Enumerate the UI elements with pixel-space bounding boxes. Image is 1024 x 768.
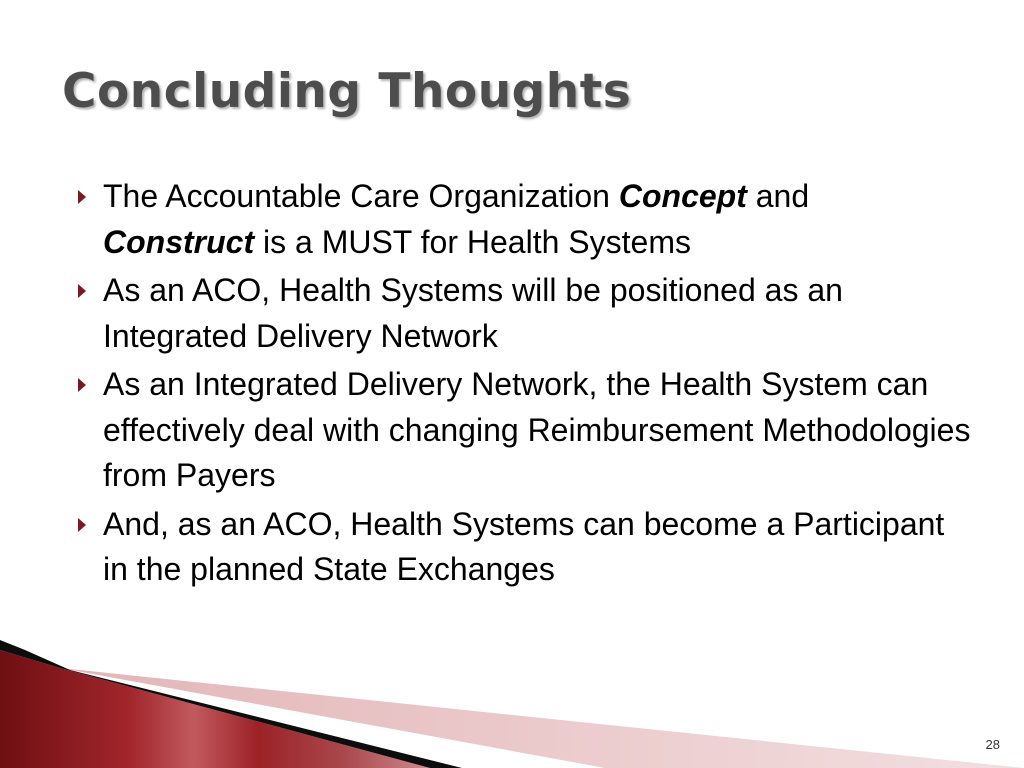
- triangle-bullet-icon: [78, 518, 86, 532]
- bullet-text: is a MUST for Health Systems: [254, 223, 691, 260]
- bullet-text: The Accountable Care Organization: [103, 178, 619, 214]
- bullet-list: [72, 174, 972, 596]
- bullet-item: [72, 174, 972, 265]
- slide-title: Concluding Thoughts: [62, 64, 632, 119]
- decorative-swoosh: [0, 640, 1024, 768]
- bullet-emphasis: Construct: [103, 223, 255, 260]
- bullet-emphasis: Concept: [618, 178, 747, 214]
- triangle-bullet-icon: [78, 190, 86, 204]
- bullet-item: [72, 268, 972, 359]
- bullet-text: As an Integrated Delivery Network, the Health System can effectively deal with changing Reimbursement Methodologies from Payers: [103, 366, 971, 493]
- bullet-text: As an ACO, Health Systems will be positioned as an Integrated Delivery Network: [103, 272, 843, 354]
- bullet-item: [72, 502, 972, 593]
- bullet-item: [72, 362, 972, 499]
- page-number: 28: [985, 737, 1000, 752]
- bullet-text: and: [746, 178, 810, 214]
- triangle-bullet-icon: [78, 284, 86, 298]
- triangle-bullet-icon: [78, 378, 86, 392]
- bullet-text: And, as an ACO, Health Systems can become a Participant in the planned State Exchanges: [103, 505, 945, 587]
